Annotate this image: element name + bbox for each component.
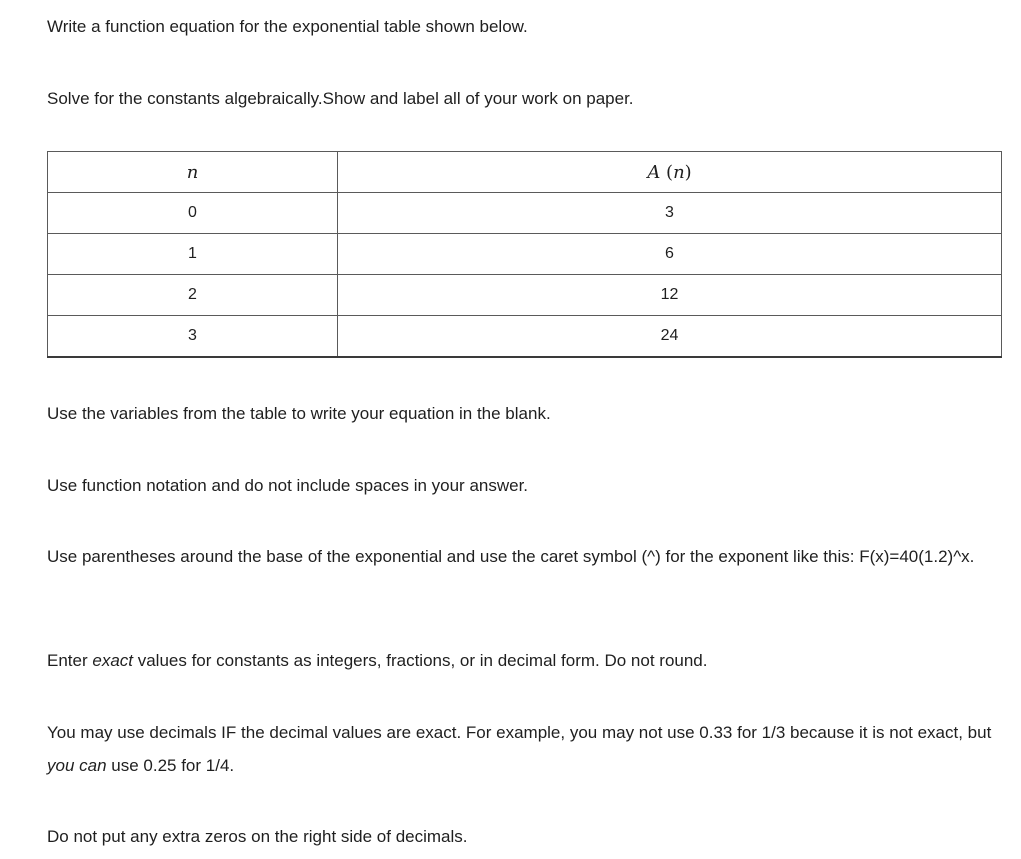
table-row [48, 275, 1002, 316]
instruction-write-equation: Write a function equation for the exponential table shown below. [47, 17, 528, 36]
note-exact-emphasis: exact [92, 651, 133, 670]
cell-n: 0 [48, 193, 338, 234]
header-a-open-paren: ( [660, 161, 674, 183]
note-extra-zeros: Do not put any extra zeros on the right side of decimals. [47, 827, 468, 846]
header-a-of-n [338, 152, 1002, 193]
note-exact-post: values for constants as integers, fractions, or in decimal form. Do not round. [133, 651, 708, 670]
note-decimals [47, 716, 1002, 782]
note-parentheses: Use parentheses around the base of the exponential and use the caret symbol (^) for the exponent like this: F(x)=40(1.2)^x. [47, 547, 975, 566]
note-variables: Use the variables from the table to write your equation in the blank. [47, 404, 551, 423]
header-a-var: n [673, 161, 685, 183]
header-n [48, 152, 338, 193]
header-a-close-paren: ) [684, 161, 692, 183]
cell-n: 3 [48, 316, 338, 358]
table-row [48, 316, 1002, 358]
note-function-notation: Use function notation and do not include spaces in your answer. [47, 476, 529, 495]
header-a-label: A [647, 161, 661, 183]
cell-a: 3 [338, 193, 1002, 234]
cell-a: 24 [338, 316, 1002, 358]
table-header-row [48, 152, 1002, 193]
instruction-solve-constants: Solve for the constants algebraically.Show and label all of your work on paper. [47, 89, 634, 108]
cell-n: 1 [48, 234, 338, 275]
note-decimals-pre: You may use decimals IF the decimal values are exact. For example, you may not use 0.33 for 1/3 because it is not exact, but [47, 723, 992, 742]
cell-n: 2 [48, 275, 338, 316]
note-decimals-post: use 0.25 for 1/4. [106, 756, 235, 775]
note-decimals-emphasis: you can [47, 756, 107, 775]
table-row [48, 234, 1002, 275]
note-exact-pre: Enter [47, 651, 93, 670]
exponential-table [47, 151, 1002, 358]
note-exact-values [47, 644, 1002, 677]
cell-a: 12 [338, 275, 1002, 316]
table-row [48, 193, 1002, 234]
cell-a: 6 [338, 234, 1002, 275]
header-n-label: n [186, 161, 199, 183]
